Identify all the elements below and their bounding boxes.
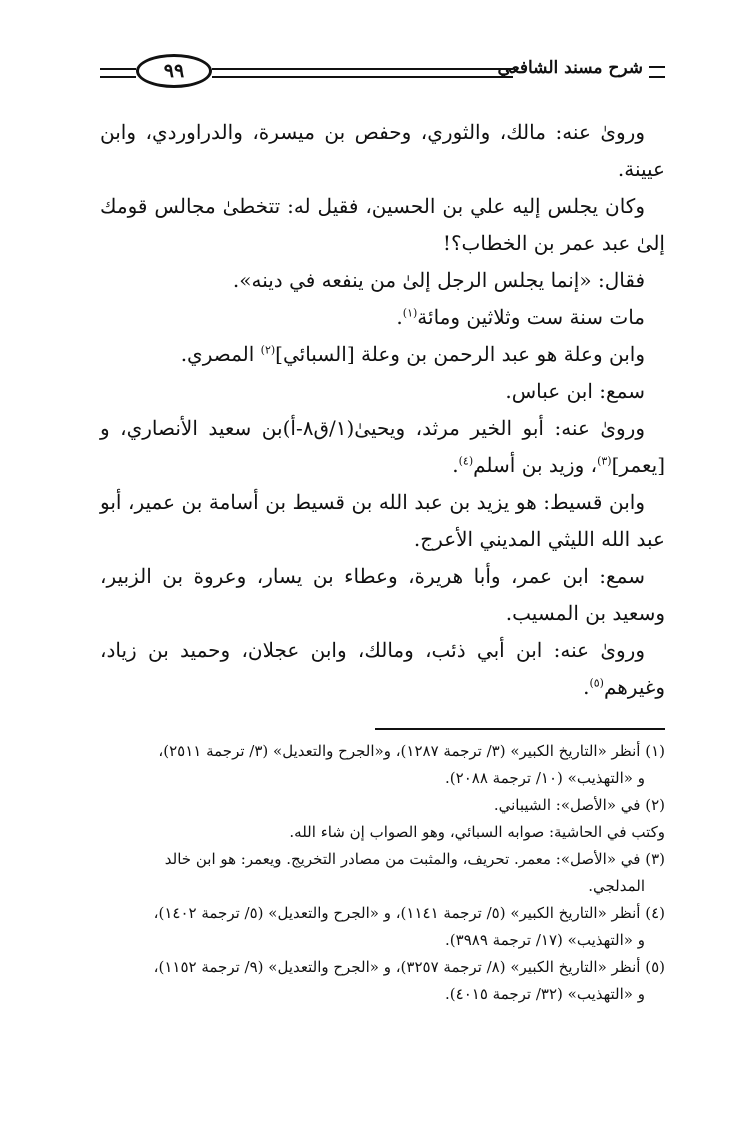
paragraph xyxy=(100,114,665,188)
paragraph-text: وروىٰ عنه: ابن أبي ذئب، ومالك، وابن عجلان، وحميد بن زياد، وغيرهم xyxy=(100,638,665,699)
header-double-rule xyxy=(212,68,513,78)
paragraph xyxy=(100,632,665,706)
footnote-1: (١) أنظر «التاريخ الكبير» (٣/ ترجمة ١٢٨٧)، و«الجرح والتعديل» (٣/ ترجمة ٢٥١١)، xyxy=(158,742,665,760)
paragraph xyxy=(100,410,665,484)
paragraph-text: سمع: ابن عباس. xyxy=(505,379,645,403)
paragraph-text: المصري. xyxy=(180,342,261,366)
paragraph-text: فقال: «إنما يجلس الرجل إلىٰ من ينفعه في دينه». xyxy=(232,268,645,292)
paragraph-text: . xyxy=(583,675,590,699)
footnote-ref[interactable]: (٤) xyxy=(458,454,474,468)
footnote-3-cont: المدلجي. xyxy=(588,877,645,895)
paragraph-text: سمع: ابن عمر، وأبا هريرة، وعطاء بن يسار، وعروة بن الزبير، وسعيد بن المسيب. xyxy=(100,564,665,625)
paragraph-text: وروىٰ عنه: مالك، والثوري، وحفص بن ميسرة، والدراوردي، وابن عيينة. xyxy=(100,120,665,181)
page-number-badge: ٩٩ xyxy=(136,54,212,88)
footnote-ref[interactable]: (١) xyxy=(402,306,418,320)
paragraph xyxy=(100,262,665,299)
header-double-rule-end xyxy=(100,68,136,78)
footnotes xyxy=(100,738,665,1008)
footnote-4-cont: و «التهذيب» (١٧/ ترجمة ٣٩٨٩). xyxy=(445,931,645,949)
paragraph-text: وكان يجلس إليه علي بن الحسين، فقيل له: تتخطىٰ مجالس قومك إلىٰ عبد عمر بن الخطاب؟! xyxy=(100,194,665,255)
footnote-ref[interactable]: (٢) xyxy=(260,343,276,357)
footnote-5-cont: و «التهذيب» (٣٢/ ترجمة ٤٠١٥). xyxy=(445,985,645,1003)
footnote-2-note: وكتب في الحاشية: صوابه السبائي، وهو الصواب إن شاء الله. xyxy=(289,823,665,841)
footnote-separator xyxy=(375,728,665,730)
footnote-2: (٢) في «الأصل»: الشيباني. xyxy=(493,796,665,814)
footnote-4: (٤) أنظر «التاريخ الكبير» (٥/ ترجمة ١١٤١)، و «الجرح والتعديل» (٥/ ترجمة ١٤٠٢)، xyxy=(153,904,665,922)
paragraph xyxy=(100,299,665,336)
running-title: شرح مسند الشافعي xyxy=(497,58,643,78)
paragraph xyxy=(100,188,665,262)
paragraph-text: وابن قسيط: هو يزيد بن عبد الله بن قسيط بن أسامة بن عمير، أبو عبد الله الليثي المديني الأعرج. xyxy=(100,490,665,551)
main-text xyxy=(100,114,665,706)
paragraph-text: وروىٰ عنه: أبو الخير مرثد، ويحيىٰ(١/ق٨-أ)بن سعيد الأنصاري، و [يعمر] xyxy=(100,416,665,477)
paragraph-text: مات سنة ست وثلاثين ومائة xyxy=(417,305,645,329)
paragraph xyxy=(100,484,665,558)
footnote-ref[interactable]: (٥) xyxy=(589,676,604,690)
paragraph xyxy=(100,373,665,410)
paragraph-text: ، وزيد بن أسلم xyxy=(473,453,598,477)
footnote-3: (٣) في «الأصل»: معمر. تحريف، والمثبت من مصادر التخريج. ويعمر: هو ابن خالد xyxy=(164,850,665,868)
footnote-1-cont: و «التهذيب» (١٠/ ترجمة ٢٠٨٨). xyxy=(445,769,645,787)
book-page xyxy=(100,52,665,1008)
page-header xyxy=(100,52,665,96)
paragraph-text: . xyxy=(452,453,459,477)
paragraph xyxy=(100,336,665,373)
paragraph-text: . xyxy=(396,305,403,329)
footnote-ref[interactable]: (٣) xyxy=(597,454,612,468)
footnote-5: (٥) أنظر «التاريخ الكبير» (٨/ ترجمة ٣٢٥٧)، و «الجرح والتعديل» (٩/ ترجمة ١١٥٢)، xyxy=(153,958,665,976)
paragraph xyxy=(100,558,665,632)
paragraph-text: وابن وعلة هو عبد الرحمن بن وعلة [السبائي] xyxy=(275,342,645,366)
